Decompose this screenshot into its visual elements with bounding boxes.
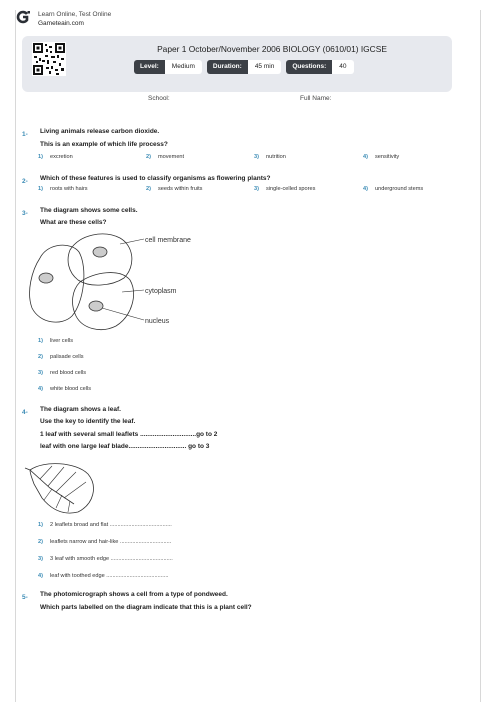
level-pill	[134, 60, 202, 74]
school-label: School:	[148, 95, 170, 102]
brand-site[interactable]: Gameteain.com	[38, 20, 84, 27]
paper-title: Paper 1 October/November 2006 BIOLOGY (0610/01) IGCSE	[157, 44, 387, 54]
question-text: Use the key to identify the leaf.	[40, 418, 136, 425]
question-number: 1-	[22, 131, 28, 138]
option-2[interactable]: 2) seeds within fruits	[146, 186, 203, 192]
label-cytoplasm: cytoplasm	[145, 288, 177, 295]
question-text: The photomicrograph shows a cell from a type of pondweed.	[40, 591, 228, 598]
questions-label: Questions:	[286, 60, 332, 74]
question-text: The diagram shows a leaf.	[40, 406, 121, 413]
questions-pill	[286, 60, 353, 74]
cells-diagram	[24, 228, 234, 333]
option-4[interactable]: 4) white blood cells	[38, 386, 92, 392]
option-2[interactable]: 2) leaflets narrow and hair-like .................................	[38, 539, 172, 545]
option-4[interactable]: 4) leaf with toothed edge ........................................	[38, 573, 169, 579]
option-2[interactable]: 2) palisade cells	[38, 354, 84, 360]
option-1[interactable]: 1) excretion	[38, 154, 73, 160]
level-label: Level:	[134, 60, 165, 74]
duration-pill	[207, 60, 281, 74]
option-1[interactable]: 1) 2 leaflets broad and flat ........................................	[38, 522, 172, 528]
gameteain-logo-icon	[16, 10, 30, 24]
question-text: 1 leaf with several small leaflets ...............................go to 2	[40, 431, 218, 438]
option-3[interactable]: 3) 3 leaf with smooth edge ........................................	[38, 556, 173, 562]
option-4[interactable]: 4) underground stems	[363, 186, 424, 192]
paper-header-box	[22, 36, 452, 92]
question-number: 2-	[22, 178, 28, 185]
fullname-label: Full Name:	[300, 95, 332, 102]
option-2[interactable]: 2) movement	[146, 154, 185, 160]
label-cell-membrane: cell membrane	[145, 237, 191, 244]
question-text: What are these cells?	[40, 219, 107, 226]
option-3[interactable]: 3) red blood cells	[38, 370, 87, 376]
option-3[interactable]: 3) single-celled spores	[254, 186, 316, 192]
duration-label: Duration:	[207, 60, 248, 74]
duration-value: 45 min	[248, 60, 282, 74]
page-frame	[15, 10, 481, 702]
leaf-diagram	[22, 458, 102, 516]
question-text: leaf with one large leaf blade................................ go to 3	[40, 443, 210, 450]
question-text: Which of these features is used to classify organisms as flowering plants?	[40, 175, 271, 182]
question-text: The diagram shows some cells.	[40, 207, 138, 214]
paper-meta-pills	[134, 60, 354, 74]
question-number: 4-	[22, 409, 28, 416]
level-value: Medium	[165, 60, 202, 74]
question-text: This is an example of which life process?	[40, 141, 168, 148]
option-4[interactable]: 4) sensitivity	[363, 154, 400, 160]
label-nucleus: nucleus	[145, 318, 170, 325]
question-text: Living animals release carbon dioxide.	[40, 128, 160, 135]
question-number: 5-	[22, 594, 28, 601]
option-1[interactable]: 1) roots with hairs	[38, 186, 88, 192]
option-3[interactable]: 3) nutrition	[254, 154, 286, 160]
option-1[interactable]: 1) liver cells	[38, 338, 73, 344]
question-text: Which parts labelled on the diagram indicate that this is a plant cell?	[40, 604, 252, 611]
question-number: 3-	[22, 210, 28, 217]
brand-tagline: Learn Online, Test Online	[38, 11, 112, 18]
questions-value: 40	[332, 60, 353, 74]
